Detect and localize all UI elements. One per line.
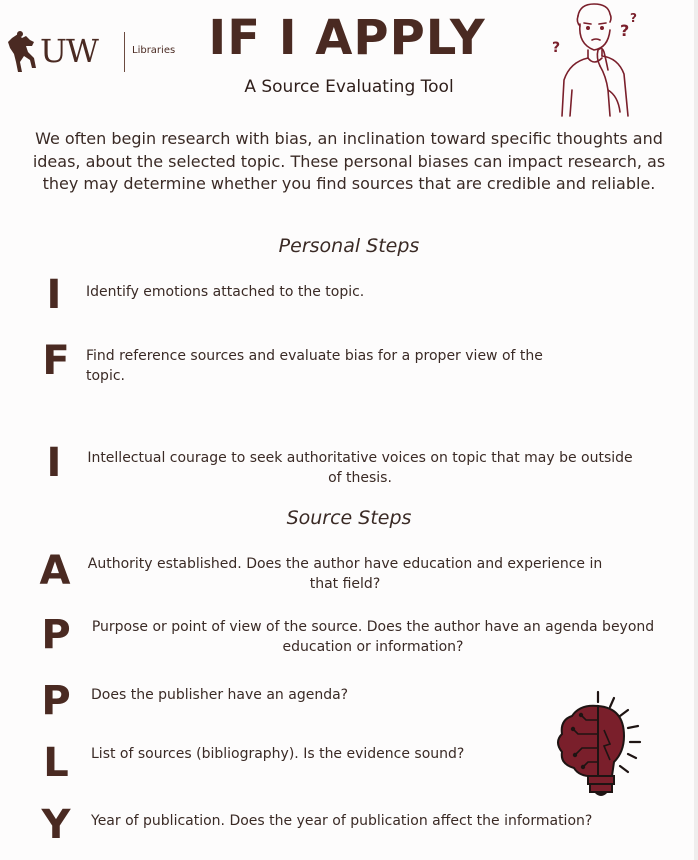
section-heading-personal: Personal Steps — [278, 235, 420, 257]
step-intellectual-courage: Intellectual courage to seek authoritative voices on topic that may be outside of thesis. — [87, 450, 633, 486]
acronym-letter-p: P — [41, 612, 71, 658]
step-publisher: Does the publisher have an agenda? — [91, 687, 349, 703]
acronym-letter-l: L — [43, 740, 69, 786]
brain-lightbulb-icon — [548, 690, 648, 800]
svg-text:?: ? — [552, 40, 561, 56]
step-find-reference: Find reference sources and evaluate bias for a proper view of the topic. — [86, 348, 543, 384]
acronym-letter-p-2: P — [41, 678, 71, 724]
intro-paragraph: We often begin research with bias, an inclination toward specific thoughts and ideas, about the selected topic. These personal biases can impact research, as they may determine whether you find sources that are credible and reliable. — [32, 129, 666, 193]
logo-subtext: Libraries — [132, 45, 176, 56]
svg-text:?: ? — [630, 11, 637, 25]
step-authority: Authority established. Does the author have education and experience in that field? — [87, 556, 603, 592]
svg-text:?: ? — [620, 21, 630, 40]
acronym-letter-y: Y — [41, 802, 71, 848]
acronym-letter-a: A — [39, 548, 71, 594]
acronym-letter-f: F — [42, 338, 70, 384]
step-purpose: Purpose or point of view of the source. Does the author have an agenda beyond education or information? — [91, 619, 655, 655]
thinking-person-icon — [548, 0, 648, 118]
acronym-letter-i-2: I — [46, 440, 62, 486]
step-list-of-sources: List of sources (bibliography). Is the evidence sound? — [91, 746, 465, 762]
page-subtitle: A Source Evaluating Tool — [244, 77, 454, 97]
logo-wordmark: UW — [40, 32, 98, 70]
page-title: IF I APPLY — [208, 10, 486, 66]
acronym-letter-i: I — [46, 272, 62, 318]
page-edge — [694, 0, 698, 860]
section-heading-source: Source Steps — [286, 507, 412, 529]
step-identify-emotions: Identify emotions attached to the topic. — [86, 284, 365, 300]
step-year-of-publication: Year of publication. Does the year of publication affect the information? — [91, 813, 593, 829]
